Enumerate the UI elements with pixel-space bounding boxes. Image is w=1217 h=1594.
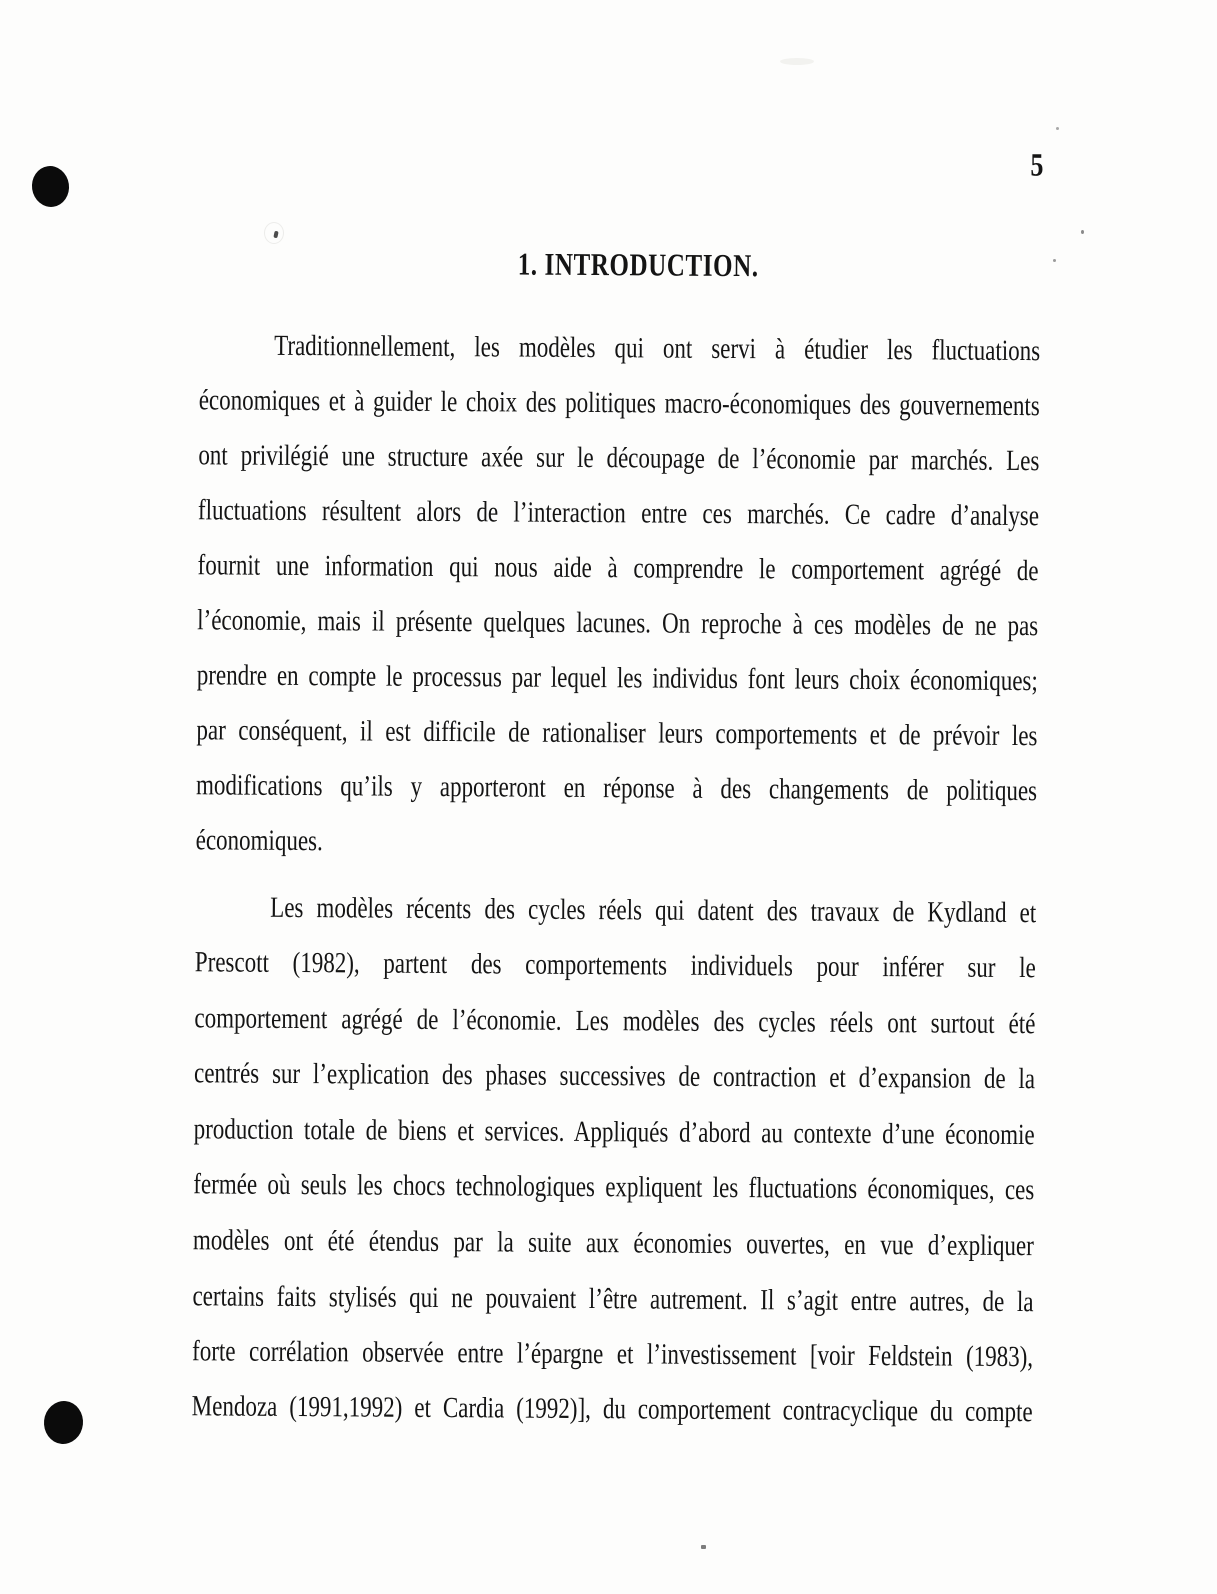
text-line xyxy=(193,1165,1034,1217)
text-line xyxy=(197,546,1038,598)
page-number: 5 xyxy=(1030,146,1044,184)
text-line-text: centrés sur l’explication des phases successives de contraction et d’expansion de la xyxy=(193,1056,1036,1095)
text-line xyxy=(192,1387,1033,1439)
text-line-text: fermée où seuls les chocs technologiques expliquent les fluctuations économiques, ces xyxy=(193,1167,1035,1206)
text-line-text: modifications qu’ils y apporteront en réponse à des changements de politiques xyxy=(195,768,1038,807)
text-line xyxy=(196,821,1037,873)
text-line xyxy=(196,766,1037,818)
text-line-text: Prescott (1982), partent des comportements individuels pour inférer sur le xyxy=(194,945,1036,984)
text-line xyxy=(199,326,1040,378)
text-line xyxy=(199,381,1040,433)
text-line xyxy=(195,888,1036,940)
text-line-text: Les modèles récents des cycles réels qui datent des travaux de Kydland et xyxy=(270,891,1037,929)
text-line-text: ont privilégié une structure axée sur le découpage de l’économie par marchés. Les xyxy=(198,438,1040,477)
text-line-text: certains faits stylisés qui ne pouvaient l’être autrement. Il s’agit entre autres, de la xyxy=(192,1279,1034,1318)
text-line-text: production totale de biens et services. Appliqués d’abord au contexte d’une économie xyxy=(193,1112,1035,1151)
text-line-text: l’économie, mais il présente quelques lacunes. On reproche à ces modèles de ne pas xyxy=(197,603,1039,642)
text-line-text: forte corrélation observée entre l’épargne et l’investissement [voir Feldstein (1983), xyxy=(192,1334,1034,1373)
text-line-text: Mendoza (1991,1992) et Cardia (1992)], du comportement contracyclique du compte xyxy=(191,1389,1033,1428)
text-line xyxy=(192,1332,1033,1384)
text-line xyxy=(198,436,1039,488)
text-line xyxy=(197,601,1038,653)
text-line xyxy=(193,1110,1034,1162)
text-line-text: économiques et à guider le choix des politiques macro-économiques des gouvernements xyxy=(198,383,1040,422)
text-line-text: comportement agrégé de l’économie. Les modèles des cycles réels ont surtout été xyxy=(194,1001,1036,1040)
text-line-text: fournit une information qui nous aide à comprendre le comportement agrégé de xyxy=(197,548,1039,587)
text-line xyxy=(198,491,1039,543)
text-line-text: économiques. xyxy=(195,823,323,857)
text-line xyxy=(192,1277,1033,1329)
text-line xyxy=(194,999,1035,1051)
text-line xyxy=(195,943,1036,995)
section-title: 1. INTRODUCTION. xyxy=(517,247,759,284)
text-line xyxy=(196,711,1037,763)
text-line-text: fluctuations résultent alors de l’interaction entre ces marchés. Ce cadre d’analyse xyxy=(197,493,1040,532)
text-line xyxy=(193,1221,1034,1273)
text-line xyxy=(194,1054,1035,1106)
text-line-text: modèles ont été étendus par la suite aux économies ouvertes, en vue d’expliquer xyxy=(192,1223,1034,1262)
text-line-text: prendre en compte le processus par lequel les individus font leurs choix économiques; xyxy=(196,658,1038,697)
text-line-text: Traditionnellement, les modèles qui ont servi à étudier les fluctuations xyxy=(274,329,1041,367)
text-line xyxy=(197,656,1038,708)
text-line-text: par conséquent, il est difficile de rationaliser leurs comportements et de prévoir les xyxy=(196,713,1038,752)
